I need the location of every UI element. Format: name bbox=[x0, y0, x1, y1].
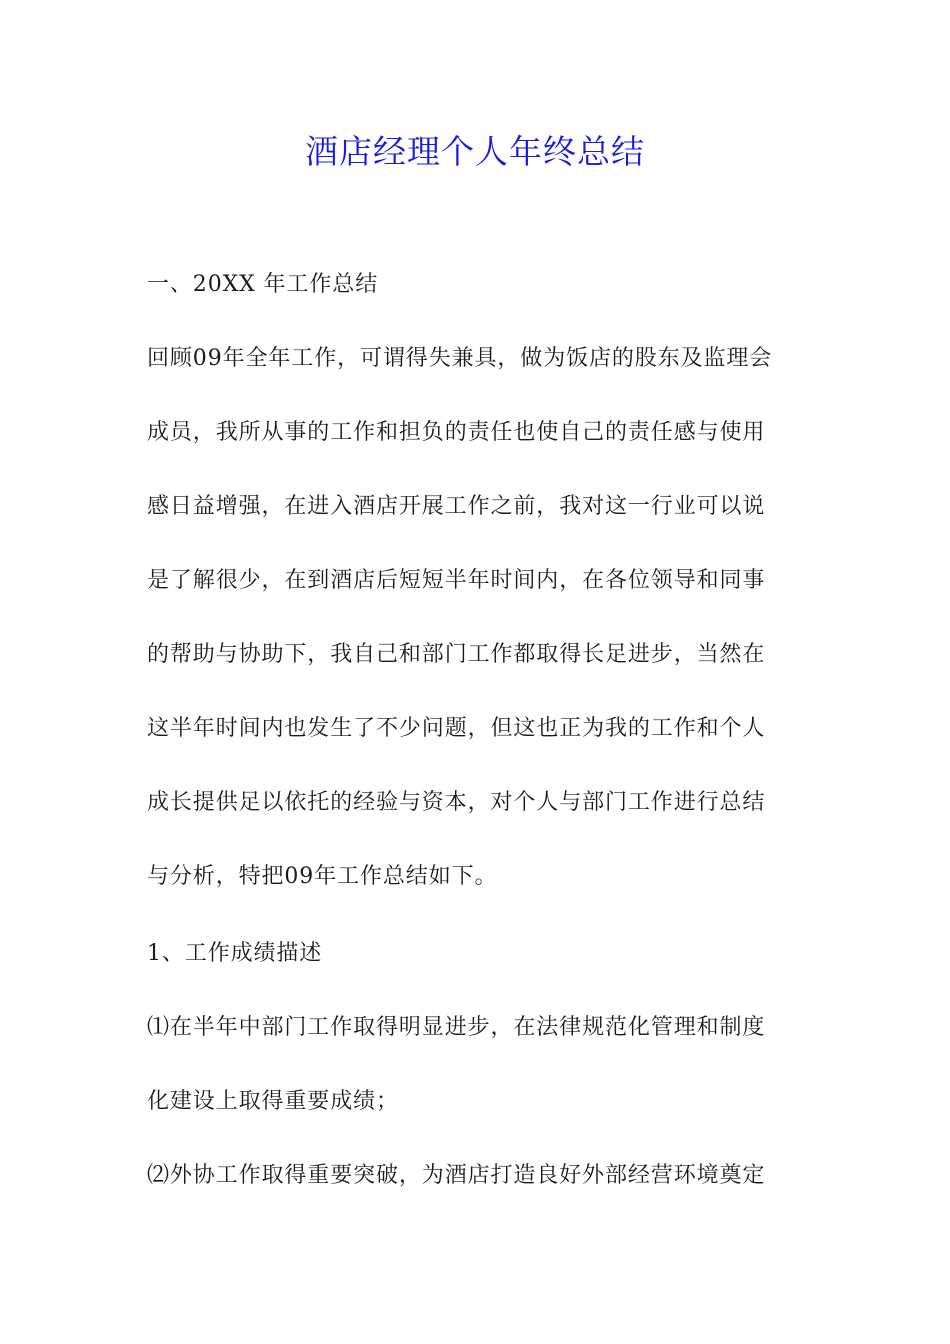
paragraph-line: 与分析，特把09年工作总结如下。 bbox=[147, 864, 498, 889]
section-heading: 一、20XX 年工作总结 bbox=[147, 272, 379, 297]
paragraph-line: 是了解很少，在到酒店后短短半年时间内，在各位领导和同事 bbox=[147, 568, 766, 593]
paragraph-line: 的帮助与协助下，我自己和部门工作都取得长足进步，当然在 bbox=[147, 642, 766, 667]
list-item-line: 化建设上取得重要成绩； bbox=[147, 1089, 399, 1114]
subsection-heading: 1、工作成绩描述 bbox=[147, 941, 323, 966]
list-item-line: ⑴在半年中部门工作取得明显进步，在法律规范化管理和制度 bbox=[147, 1015, 766, 1040]
paragraph-line: 感日益增强，在进入酒店开展工作之前，我对这一行业可以说 bbox=[147, 494, 766, 519]
paragraph-line: 回顾09年全年工作，可谓得失兼具，做为饭店的股东及监理会 bbox=[147, 346, 773, 371]
paragraph-line: 成长提供足以依托的经验与资本，对个人与部门工作进行总结 bbox=[147, 790, 766, 815]
list-item-line: ⑵外协工作取得重要突破，为酒店打造良好外部经营环境奠定 bbox=[147, 1163, 766, 1188]
document-title: 酒店经理个人年终总结 bbox=[305, 132, 645, 171]
paragraph-line: 这半年时间内也发生了不少问题，但这也正为我的工作和个人 bbox=[147, 716, 766, 741]
paragraph-line: 成员，我所从事的工作和担负的责任也使自己的责任感与使用 bbox=[147, 420, 766, 445]
